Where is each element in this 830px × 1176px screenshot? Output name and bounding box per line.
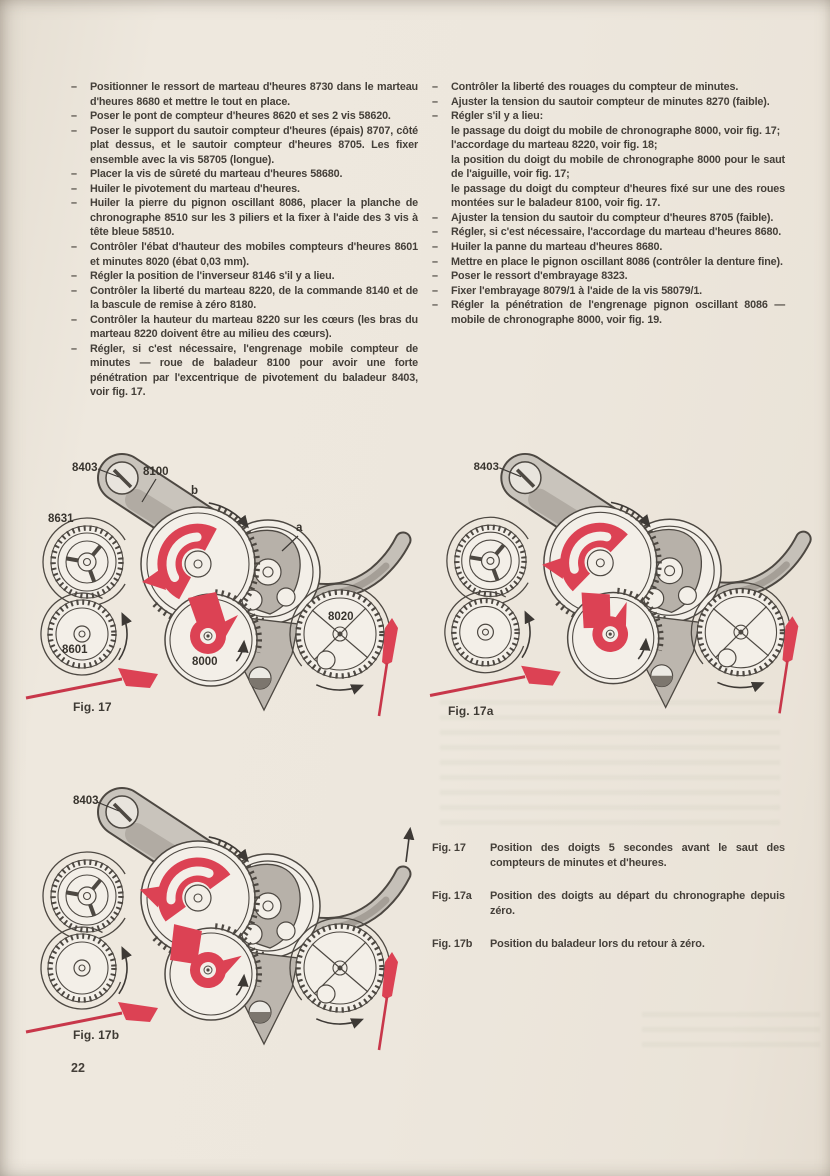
instruction-item [432, 95, 785, 110]
red-hand-left [26, 668, 158, 698]
part-number-label: 8601 [62, 644, 88, 656]
instruction-text: Poser le ressort d'embrayage 8323. [451, 270, 628, 283]
minute-counting-wheel-8020 [691, 583, 790, 676]
instruction-item [432, 255, 785, 270]
page-number: 22 [71, 1061, 85, 1075]
figure-17a [434, 448, 830, 748]
instruction-text: Contrôler la liberté du marteau 8220, de la commande 8140 et de la bascule de remise à zéro 8180. [90, 284, 418, 312]
bullet-dash: – [432, 284, 438, 297]
instruction-subline: l'accordage du marteau 8220, voir fig. 18; [451, 139, 658, 152]
instruction-item [432, 298, 785, 327]
figure-caption-label: Fig. 17a [432, 890, 472, 903]
instruction-text: Mettre en place le pignon oscillant 8086 (contrôler la denture fine). [451, 255, 783, 268]
instruction-item [71, 167, 418, 182]
instruction-item [71, 269, 418, 284]
instruction-text: Régler, si c'est nécessaire, l'engrenage mobile compteur de minutes — roue de baladeur 8100 pour avoir une forte pénétration par l'excentrique de pivotement du baladeur 8403, voir fig. 17. [90, 342, 418, 399]
figure-caption [432, 841, 785, 870]
instruction-text: Contrôler la hauteur du marteau 8220 sur les cœurs (les bras du marteau 8220 doivent être au milieu des cœurs). [90, 313, 418, 341]
bullet-dash: – [432, 241, 438, 254]
instruction-text: Poser le pont de compteur d'heures 8620 et ses 2 vis 58620. [90, 110, 391, 123]
part-number-label: 8403 [72, 462, 98, 474]
hour-counter-wheel-8601 [41, 593, 121, 675]
part-number-label: 8403 [73, 795, 99, 807]
instruction-item [71, 240, 418, 269]
instruction-item [71, 196, 418, 240]
instruction-text: Ajuster la tension du sautoir compteur de minutes 8270 (faible). [451, 95, 770, 108]
instruction-item [71, 313, 418, 342]
bullet-dash: – [71, 168, 77, 181]
figure-17 [30, 448, 430, 748]
bullet-dash: – [71, 124, 77, 137]
bullet-dash: – [71, 270, 77, 283]
instructions-left-column [71, 80, 418, 400]
hour-counter-wheel-8601 [41, 927, 121, 1009]
bullet-dash: – [71, 313, 77, 326]
figure-17b-label: Fig. 17b [73, 1028, 120, 1042]
instruction-text: Positionner le ressort de marteau d'heures 8730 dans le marteau d'heures 8680 et mettre le tout en place. [90, 81, 418, 108]
instruction-item [71, 284, 418, 313]
gear-diagram-fig17a [434, 448, 830, 748]
instruction-subline: la position du doigt du mobile de chronographe 8000 pour le saut de l'aiguille, voir fig. 17; [451, 153, 785, 181]
figure-caption-text: Position des doigts au départ du chronographe depuis zéro. [490, 890, 785, 917]
instruction-item [432, 80, 785, 95]
bullet-dash: – [432, 226, 438, 239]
instruction-item [71, 80, 418, 109]
instruction-item [432, 211, 785, 226]
hour-counter-wheel-8601 [445, 592, 524, 673]
figure-caption-label: Fig. 17b [432, 938, 473, 951]
instruction-text: Huiler la panne du marteau d'heures 8680. [451, 241, 663, 254]
instruction-text: Régler, si c'est nécessaire, l'accordage du marteau d'heures 8680. [451, 226, 782, 239]
bullet-dash: – [432, 299, 438, 312]
instruction-text: Contrôler l'ébat d'hauteur des mobiles compteurs d'heures 8601 et minutes 8020 (ébat 0,03 mm). [90, 241, 418, 268]
bullet-dash: – [71, 241, 77, 254]
instructions-right-column [432, 80, 785, 327]
figure-caption-text: Position des doigts 5 secondes avant le saut des compteurs de minutes et d'heures. [490, 842, 785, 869]
part-number-label: 8000 [192, 656, 218, 668]
paper-bleedthrough-texture [642, 1012, 820, 1052]
instruction-item [432, 225, 785, 240]
instruction-text: Régler la position de l'inverseur 8146 s'il y a lieu. [90, 270, 335, 283]
instruction-item [432, 240, 785, 255]
figure-17-label: Fig. 17 [73, 700, 112, 714]
instruction-text: Huiler le pivotement du marteau d'heures. [90, 182, 300, 195]
bullet-dash: – [71, 110, 77, 123]
bullet-dash: – [71, 284, 77, 297]
bullet-dash: – [71, 342, 77, 355]
part-number-label: 8631 [48, 513, 74, 525]
figure-caption [432, 937, 785, 952]
instruction-item [432, 109, 785, 211]
part-number-label: a [296, 522, 303, 534]
instruction-text: Ajuster la tension du sautoir du compteur d'heures 8705 (faible). [451, 211, 774, 224]
instruction-text: Poser le support du sautoir compteur d'heures (épais) 8707, côté plat dessus, et le sautoir compteur d'heures 8705. Les fixer ensemble avec la vis 58705 (longue). [90, 124, 418, 166]
bullet-dash: – [432, 255, 438, 268]
part-number-label: b [191, 485, 199, 497]
bullet-dash: – [432, 270, 438, 283]
instruction-text: Huiler la pierre du pignon oscillant 8086, placer la planche de chronographe 8510 sur les 3 piliers et la fixer à l'aide des 3 vis à tête bleue 58510. [90, 197, 418, 239]
bullet-dash: – [71, 182, 77, 195]
instruction-item [71, 342, 418, 400]
instruction-text: Contrôler la liberté des rouages du compteur de minutes. [451, 81, 739, 93]
instruction-item [432, 269, 785, 284]
figure-captions-block [432, 841, 785, 971]
direction-arrow [406, 830, 410, 862]
figure-17b [30, 782, 430, 1082]
instruction-text: Fixer l'embrayage 8079/1 à l'aide de la vis 58079/1. [451, 284, 703, 297]
bullet-dash: – [71, 197, 77, 210]
figure-caption-label: Fig. 17 [432, 842, 466, 854]
instruction-item [71, 109, 418, 124]
part-number-label: 8100 [143, 466, 169, 478]
instruction-subline: le passage du doigt du compteur d'heures fixé sur une des roues montées sur le baladeur 8100, voir fig. 17. [451, 182, 785, 210]
bullet-dash: – [432, 211, 438, 224]
figure-17a-label: Fig. 17a [448, 704, 494, 718]
bullet-dash: – [432, 95, 438, 108]
bullet-dash: – [432, 81, 438, 93]
minute-counting-wheel-8020 [290, 918, 390, 1012]
bullet-dash: – [432, 110, 438, 123]
instruction-subline: le passage du doigt du mobile de chronographe 8000, voir fig. 17; [451, 124, 781, 137]
minute-counting-wheel-8020 [290, 584, 390, 678]
bullet-dash: – [71, 81, 77, 93]
figure-caption [432, 889, 785, 918]
instruction-item [71, 182, 418, 197]
figure-caption-text: Position du baladeur lors du retour à zéro. [490, 938, 705, 951]
instruction-item [432, 284, 785, 299]
part-number-label: 8020 [328, 611, 354, 623]
instruction-text: Régler la pénétration de l'engrenage pignon oscillant 8086 — mobile de chronographe 8000, voir fig. 19. [451, 299, 785, 326]
red-hand-left [430, 666, 561, 696]
instruction-text: Placer la vis de sûreté du marteau d'heures 58680. [90, 168, 343, 181]
part-number-label: 8403 [473, 460, 499, 473]
instruction-text: Régler s'il y a lieu: le passage du doigt du mobile de chronographe 8000, voir fig. 17; l'accordage du marteau 8220, voir fig. 18; la position du doigt du mobile de chronographe 8000 pour le saut de l'aiguille, voir fig. 17; le passage du doigt du compteur d'heures fixé sur une des roues montées sur le baladeur 8100, voir fig. 17. [451, 110, 785, 210]
instruction-item [71, 124, 418, 168]
